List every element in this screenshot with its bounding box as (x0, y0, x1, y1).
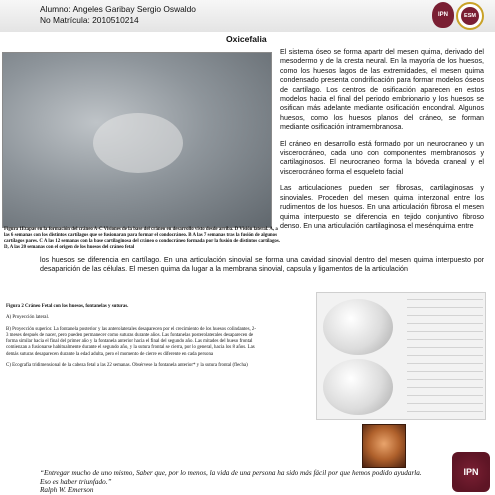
fetal-ultrasound-image (362, 424, 406, 468)
esm-logo (456, 2, 484, 30)
quote-author: Ralph W. Emerson (40, 486, 94, 495)
paragraph-skull-development: El cráneo en desarrollo está formado por un neurocraneo y un viscerocráneo, cada uno con componentes membranosos y cartilaginosos. El neurocraneo forma la bóveda craneal y el viscerocráneo forma el esqueleto facial (280, 139, 484, 176)
header-bar (0, 0, 495, 32)
paragraph-joints: Las articulaciones pueden ser fibrosas, cartilaginosas y sinoviales. Proceden del mesen quima interzonal entre los rudimentos de los huesos. En una articulación fibrosa el mesen quima interpuesto se diferencia en tejido conjuntivo fibroso denso. En una articulación cartilaginosa el mesénquima entre (280, 184, 484, 230)
student-name: Alumno: Angeles Garibay Sergio Oswaldo (40, 4, 196, 14)
figure2-caption (6, 304, 256, 374)
student-info (40, 4, 196, 26)
figure1-image (2, 52, 272, 228)
skull-label-lines (407, 299, 483, 415)
page-title: Oxicefalia (226, 34, 267, 44)
quote-block (40, 469, 430, 495)
ipn-logo: IPN (432, 2, 454, 28)
skull-lateral-view (323, 299, 393, 355)
figure2-item-b: B) Proyección superior. La fontanela posterior y las anterolaterales desaparecen por el crecimiento de los huesos colindantes, 2-3 meses después de nacer, pero pueden permanecer como suturas durante años. Las fontanelas posterolaterales desaparecen de forma similar hacia el final del primer año y la fontanela anterior hacia el final del segundo año. Las mitades del hueso frontal comienzan a fusionarse habitualmente durante el segundo año, y la sutura frontal se cierra, por lo general, hacia los 8 años. Las demás suturas desaparecen durante la edad adulta, pero el momento de cierre es diferente en cada persona (6, 326, 257, 357)
fetal-skull-image (316, 292, 486, 420)
paragraph-osseous-system: El sistema óseo se forma apartr del mesen quima, derivado del mesodermo y de la cresta neural. En la mayoría de los huesos, como los huesos lagos de las extremidades, el mesen quima condensado presenta condrificación para formar modelos óseos de cartílago. Los centros de osificación aparecen en estos modelos hacia el final del periodo embrionario y los huesos se osifican más adelante mediante osificación encondral. Algunos huesos, como los huesos planos del cráneo, se forman mediante osificación intramembranosa. (280, 48, 484, 132)
right-column-text (280, 48, 484, 238)
paragraph-continuation: los huesos se diferencia en cartílago. En una articulación sinovial se forma una cavidad sinovial dentro del mesen quima interpuesto por desaparición de las células. El mesen quima da lugar a la membrana sinovial, capsula y ligamentos de la articulación (40, 256, 484, 274)
figure2-title: Figura 2 Cráneo Fetal con los huesos, fontanelas y suturas. (6, 304, 129, 309)
enrollment-number: No Matrícula: 2010510214 (40, 15, 139, 25)
figure1-caption: Figura 1Etapas en la formación del cráneo A-C Visiones de la base del cráneo en desarrollo visto desde arriba. D Visión lateral. A, a las 6 semanas con los distintos cartílagos que se fusionaran para formar el condocráneo. B A las 7 semanas tras la fusión de algunos cartílagos pares. C A las 12 semanas con la base cartilaginosa del cráneo o condocráneo formada por la fusión de distintos cartílagos. D, A las 20 semanas con el origen de los huesos del cráneo fetal (4, 227, 280, 251)
quote-text: “Entregar mucho de uno mismo, Saber que, por lo menos, la vida de una persona ha sido más fácil por que hemos podido ayudarla. Eso es haber triunfado.” (40, 469, 422, 486)
figure2-item-a: A) Proyección lateral. (6, 315, 50, 321)
esm-logo-text: ESM (461, 7, 479, 25)
skull-superior-view (323, 359, 393, 415)
figure1-image-detail (93, 113, 183, 173)
figure2-item-c: C) Ecografía tridimensional de la cabeza fetal a las 22 semanas. Obsérvese la fontanela anterior* y la sutura frontal (flecha) (6, 363, 248, 369)
ipn-logo-bottom: IPN (452, 452, 490, 492)
